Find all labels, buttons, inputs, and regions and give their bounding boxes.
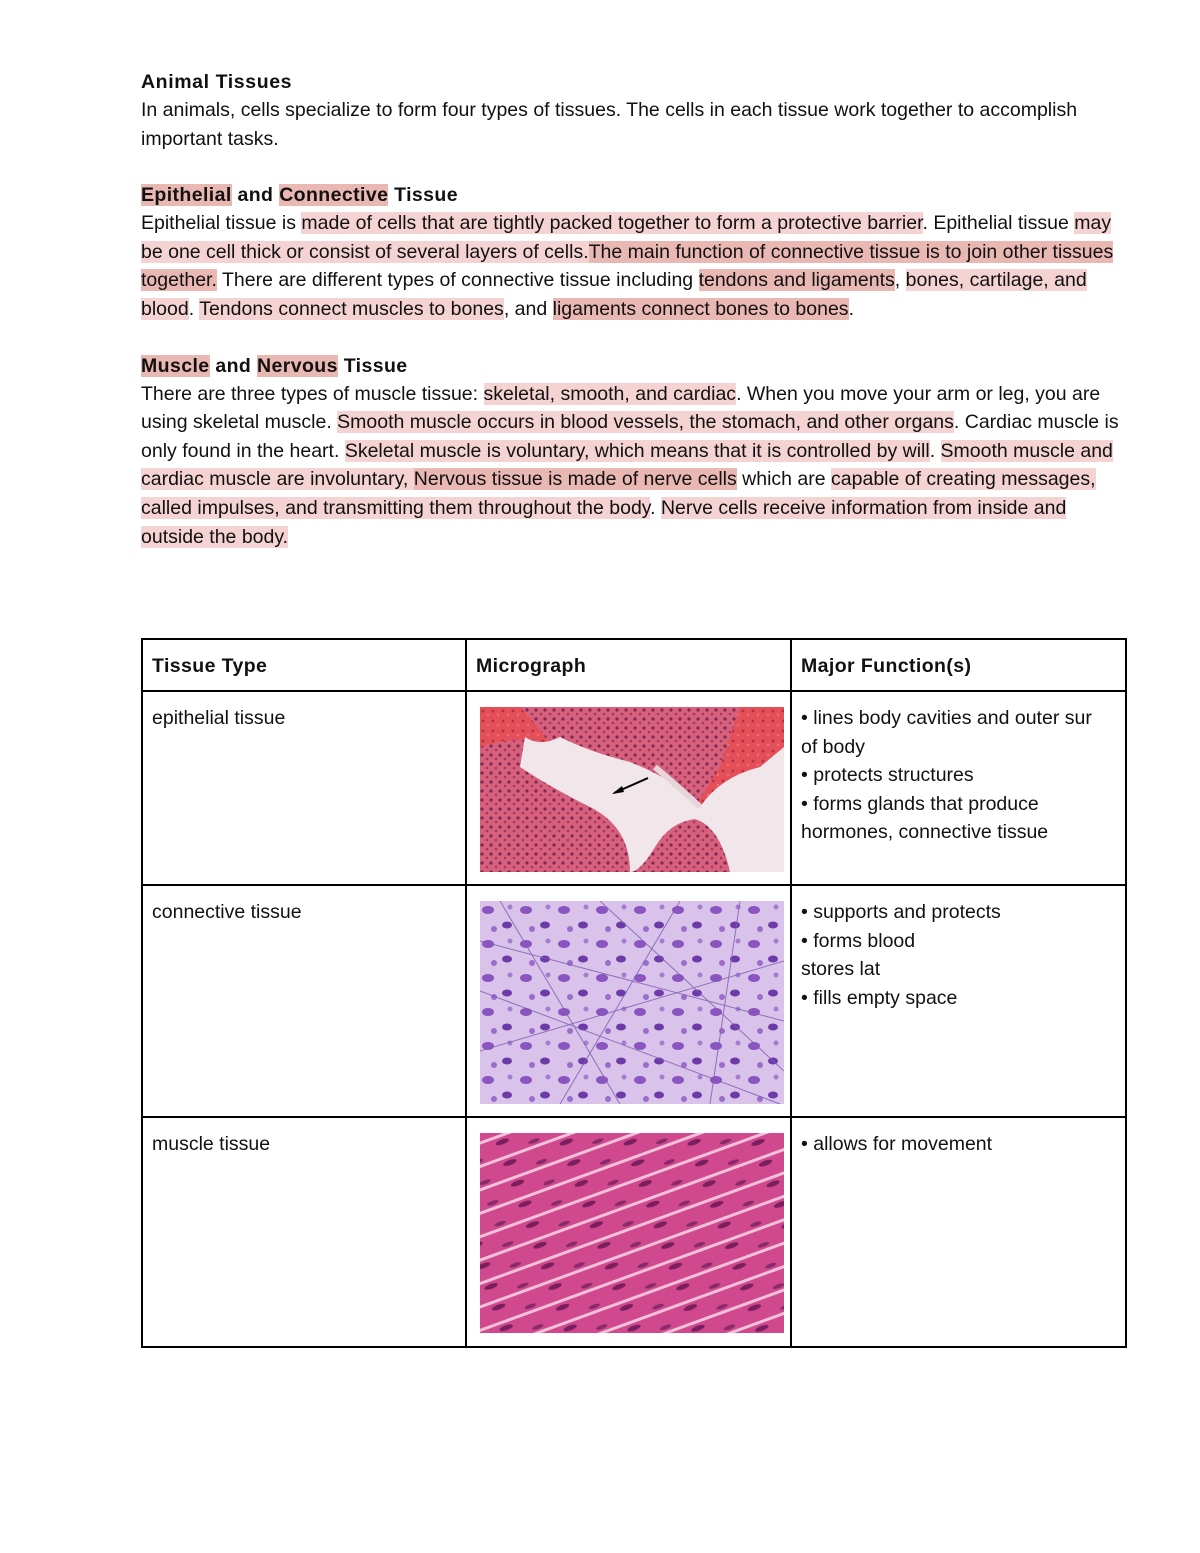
body-text: There are different types of connective tissue including	[216, 269, 699, 292]
function-item: stores lat	[801, 958, 881, 980]
micrograph-cell	[466, 885, 791, 1117]
highlighted-text: Tendons connect muscles to bones	[199, 297, 504, 320]
section1-paragraph	[141, 209, 1126, 323]
functions-cell	[791, 885, 1126, 1117]
body-text: , and	[503, 297, 553, 320]
tissue-type-cell: epithelial tissue	[142, 691, 466, 885]
heading-word: Tissue	[388, 184, 458, 207]
tissue-type-cell: muscle tissue	[142, 1117, 466, 1347]
connective-micrograph	[480, 901, 784, 1104]
body-text: which are	[736, 468, 832, 491]
body-text: . Epithelial tissue	[922, 212, 1075, 235]
highlighted-text: bones, cartilage, and blood	[141, 269, 1087, 320]
document-title: Animal Tissues	[141, 71, 293, 93]
function-item: • forms blood	[801, 929, 916, 952]
section2-heading	[141, 352, 1126, 380]
function-item: • supports and protects	[801, 901, 1001, 923]
function-item: of body	[801, 735, 865, 758]
heading-word-muscle: Muscle	[141, 354, 210, 377]
header-micrograph: Micrograph	[466, 639, 791, 691]
highlighted-text: Smooth muscle occurs in blood vessels, the stomach, and other organs	[337, 411, 954, 434]
table-row	[142, 885, 1126, 1117]
body-text: .	[929, 439, 941, 462]
body-text: .	[188, 297, 200, 320]
highlighted-text: Smooth muscle and cardiac muscle are involuntary,	[141, 439, 1113, 491]
header-major-functions: Major Function(s)	[791, 639, 1126, 691]
function-item: hormones, connective tissue	[801, 821, 1049, 843]
highlighted-text: ligaments connect bones to bones	[552, 297, 849, 320]
body-text: . When you move your arm or leg, you are using skeletal muscle.	[141, 382, 1101, 434]
tissue-type-cell: connective tissue	[142, 885, 466, 1117]
document-body	[141, 68, 1126, 551]
highlighted-text: Skeletal muscle is voluntary, which means that it is controlled by will	[344, 439, 930, 462]
functions-cell	[791, 691, 1126, 885]
micrograph-cell	[466, 1117, 791, 1347]
header-tissue-type: Tissue Type	[142, 639, 466, 691]
micrograph-cell	[466, 691, 791, 885]
section1-heading	[141, 181, 1126, 209]
body-text: .	[650, 496, 661, 519]
table-row	[142, 691, 1126, 885]
heading-word: Tissue	[337, 354, 408, 377]
body-text: .	[848, 297, 854, 320]
function-item: • forms glands that produce	[801, 792, 1039, 815]
heading-word: and	[209, 354, 258, 377]
body-text: Epithelial tissue is	[141, 212, 302, 235]
heading-word: and	[231, 184, 280, 207]
heading-word-connective: Connective	[279, 184, 389, 207]
function-item: • allows for movement	[801, 1133, 993, 1155]
body-text: There are three types of muscle tissue:	[141, 382, 484, 405]
body-text: . Cardiac muscle is only found in the heart.	[141, 411, 1119, 462]
highlighted-text: skeletal, smooth, and cardiac	[483, 382, 737, 405]
functions-cell	[791, 1117, 1126, 1347]
epithelial-micrograph	[480, 707, 784, 872]
heading-word-epithelial: Epithelial	[141, 184, 232, 207]
heading-word-nervous: Nervous	[257, 354, 338, 377]
highlighted-text: Nervous tissue is made of nerve cells	[413, 468, 737, 491]
highlighted-text: tendons and ligaments	[698, 269, 895, 292]
body-text: ,	[894, 269, 906, 292]
function-item: • lines body cavities and outer sur	[801, 707, 1092, 729]
function-item: • protects structures	[801, 764, 974, 786]
section2-paragraph	[141, 380, 1126, 552]
table-header-row	[142, 639, 1126, 691]
intro-paragraph: In animals, cells specialize to form four types of tissues. The cells in each tissue work together to accomplish important tasks.	[141, 99, 1078, 150]
tissue-table	[141, 638, 1127, 1348]
function-item: • fills empty space	[801, 986, 958, 1009]
muscle-micrograph	[480, 1133, 784, 1333]
highlighted-text: made of cells that are tightly packed together to form a protective barrier	[301, 212, 923, 235]
highlighted-text: The main function of connective tissue is to join other tissues together.	[141, 240, 1114, 292]
highlighted-text: Nerve cells receive information from inside and outside the body.	[141, 496, 1067, 548]
highlighted-text: capable of creating messages, called impulses, and transmitting them throughout the body	[141, 468, 1096, 519]
table-row	[142, 1117, 1126, 1347]
highlighted-text: may be one cell thick or consist of several layers of cells.	[141, 212, 1112, 263]
